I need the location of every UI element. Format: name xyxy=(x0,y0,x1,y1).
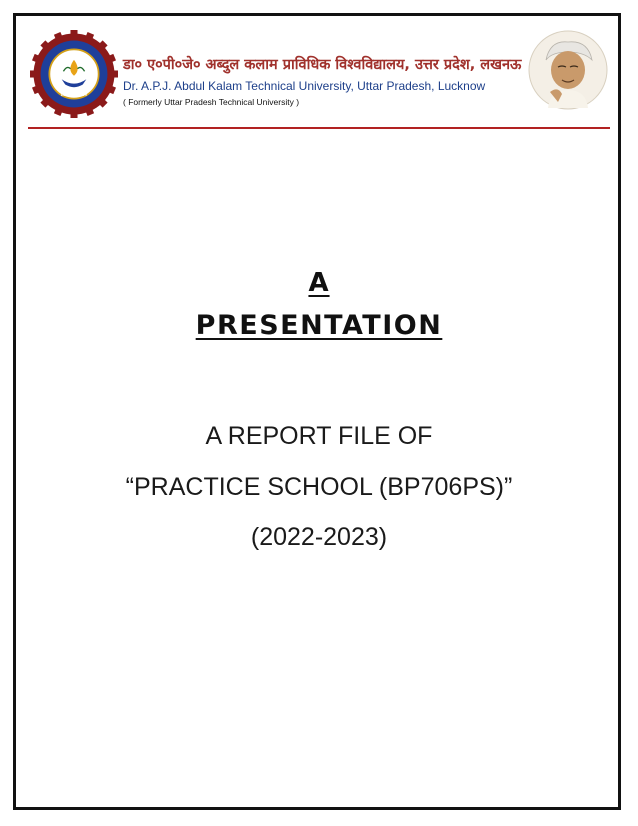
university-name-hindi: डा० ए०पी०जे० अब्दुल कलाम प्राविधिक विश्वविद्यालय, उत्तर प्रदेश, लखनऊ xyxy=(123,57,522,73)
report-line-1: A REPORT FILE OF xyxy=(205,422,433,450)
portrait-image xyxy=(528,30,608,110)
university-logo xyxy=(30,30,118,118)
logo-label: LUCKNOW xyxy=(60,92,88,98)
university-name-english: Dr. A.P.J. Abdul Kalam Technical University, Uttar Pradesh, Lucknow xyxy=(123,79,486,93)
title-line-1: A xyxy=(308,268,330,298)
report-line-3: (2022-2023) xyxy=(250,523,388,551)
page-border xyxy=(13,13,621,810)
university-header xyxy=(123,56,523,108)
title-line-2: PRESENTATION xyxy=(195,310,443,341)
report-line-2: “PRACTICE SCHOOL (BP706PS)” xyxy=(125,473,513,501)
header-divider xyxy=(28,127,610,129)
former-name: ( Formerly Uttar Pradesh Technical University ) xyxy=(123,97,300,107)
